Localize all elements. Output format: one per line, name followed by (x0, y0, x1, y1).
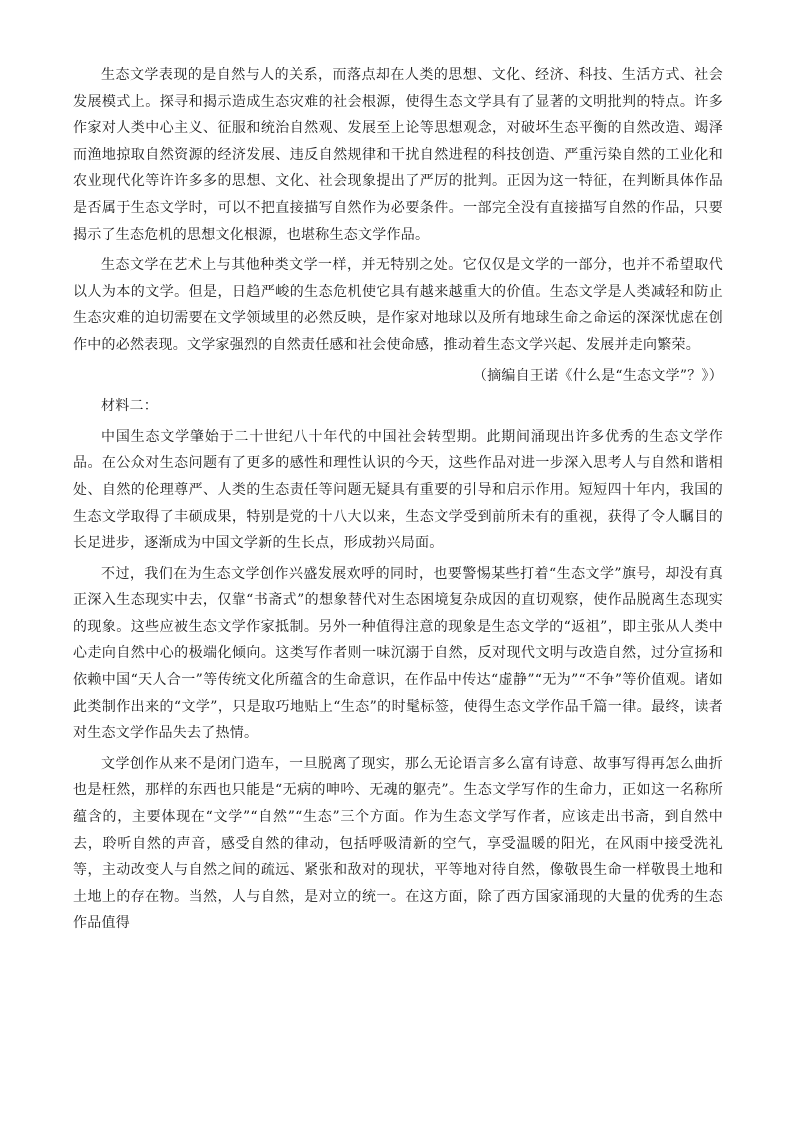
material-label: 材料二： (101, 398, 158, 415)
paragraph: 文学创作从来不是闭门造车，一旦脱离了现实，那么无论语言多么富有诗意、故事写得再怎么曲折也是枉然，那样的东西也只能是“无病的呻吟、无魂的躯壳”。生态文学写作的生命力，正如这一名称所蕴含的，主要体现在“文学”“自然”“生态”三个方面。作为生态文学写作者，应该走出书斋，到自然中去，聆听自然的声音，感受自然的律动，包括呼吸清新的空气，享受温暖的阳光，在风雨中接受洗礼等，主动改变人与自然之间的疏远、紧张和敌对的现状，平等地对待自然，像敬畏生命一样敬畏土地和土地上的存在物。当然，人与自然，是对立的统一。在这方面，除了西方国家涌现的大量的优秀的生态作品值得 (73, 755, 723, 932)
paragraph: 中国生态文学肇始于二十世纪八十年代的中国社会转型期。此期间涌现出许多优秀的生态文学作品。在公众对生态问题有了更多的感性和理性认识的今天，这些作品对进一步深入思考人与自然和谐相处、自然的伦理尊严、人类的生态责任等问题无疑具有重要的引导和启示作用。短短四十年内，我国的生态文学取得了丰硕成果，特别是党的十八大以来，生态文学受到前所未有的重视，获得了令人瞩目的长足进步，逐渐成为中国文学新的生长点，形成勃兴局面。 (73, 428, 723, 552)
paragraph: 生态文学表现的是自然与人的关系，而落点却在人类的思想、文化、经济、科技、生活方式、社会发展模式上。探寻和揭示造成生态灾难的社会根源，使得生态文学具有了显著的文明批判的特点。许多作家对人类中心主义、征服和统治自然观、发展至上论等思想观念，对破坏生态平衡的自然改造、竭泽而渔地掠取自然资源的经济发展、违反自然规律和干扰自然进程的科技创造、严重污染自然的工业化和农业现代化等许许多多的思想、文化、社会现象提出了严厉的批判。正因为这一特征，在判断具体作品是否属于生态文学时，可以不把直接描写自然作为必要条件。一部完全没有直接描写自然的作品，只要揭示了生态危机的思想文化根源，也堪称生态文学作品。 (73, 67, 723, 243)
source-citation: （摘编自王诺《什么是“生态文学”？》） (472, 367, 723, 384)
document-page (73, 62, 723, 937)
paragraph: 不过，我们在为生态文学创作兴盛发展欢呼的同时，也要警惕某些打着“生态文学”旗号，却没有真正深入生态现实中去，仅靠“书斋式”的想象替代对生态困境复杂成因的直切观察，使作品脱离生态现实的现象。这些应被生态文学作家抵制。另外一种值得注意的现象是生态文学的“返祖”，即主张从人类中心走向自然中心的极端化倾向。这类写作者则一味沉溺于自然，反对现代文明与改造自然，过分宣扬和依赖中国“天人合一”等传统文化所蕴含的生命意识，在作品中传达“虚静”“无为”“不争”等价值观。诸如此类制作出来的“文学”，只是取巧地贴上“生态”的时髦标签，使得生态文学作品千篇一律。最终，读者对生态文学作品失去了热情。 (73, 565, 723, 742)
paragraph: 生态文学在艺术上与其他种类文学一样，并无特别之处。它仅仅是文学的一部分，也并不希望取代以人为本的文学。但是，日趋严峻的生态危机使它具有越来越重大的价值。生态文学是人类减轻和防止生态灾难的迫切需要在文学领域里的必然反映，是作家对地球以及所有地球生命之命运的深深忧虑在创作中的必然表现。文学家强烈的自然责任感和社会使命感，推动着生态文学兴起、发展并走向繁荣。 (73, 257, 723, 353)
